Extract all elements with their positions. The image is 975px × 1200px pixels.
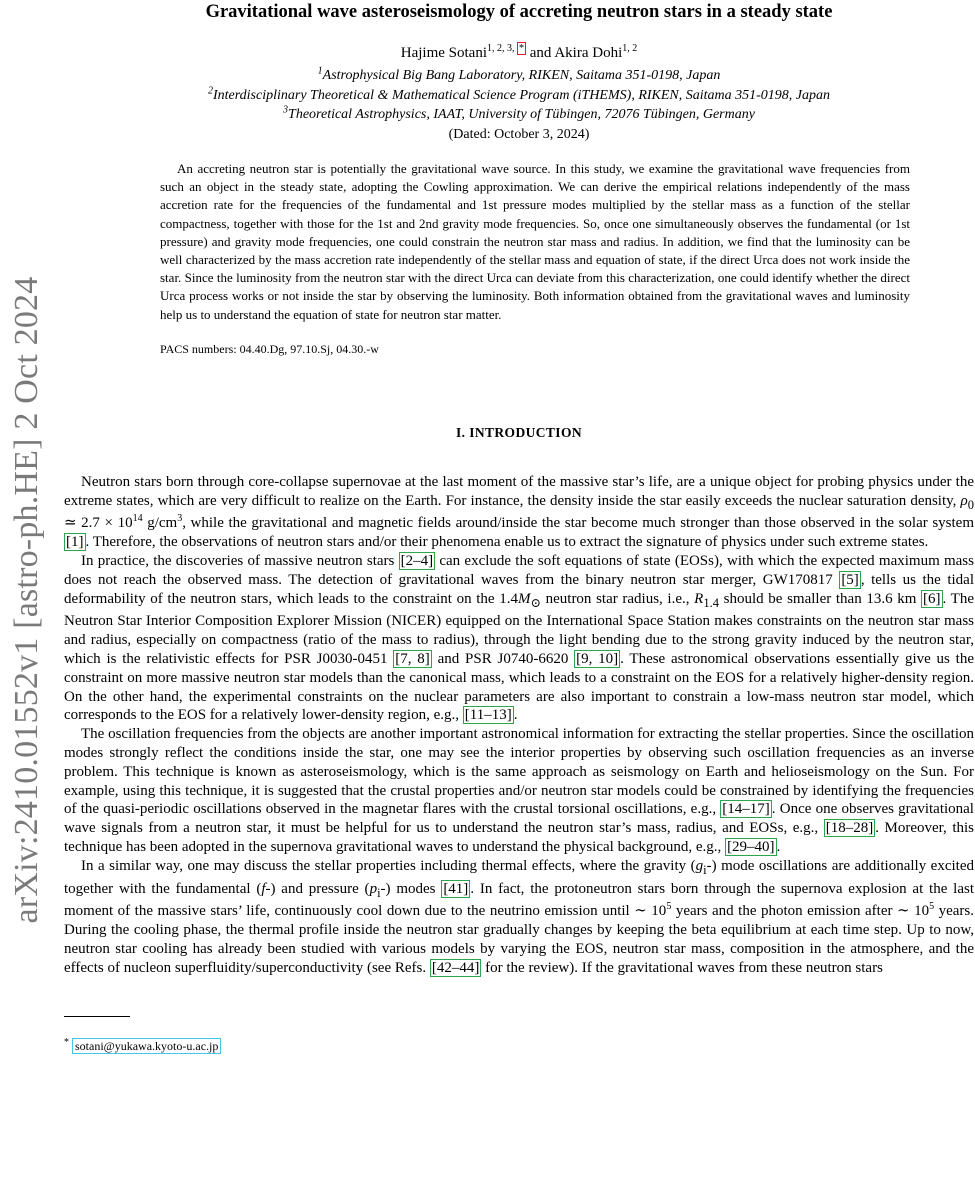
citation-link[interactable]: [11–13] (464, 707, 512, 724)
author-name: Akira Dohi (554, 45, 623, 61)
abstract: An accreting neutron star is potentially the gravitational wave source. In this study, we examine the gravitational wave frequencies from such an object in the steady state, adopting the Cowling approximation. We can derive the empirical relations independently of the mass accretion rate for the frequencies of the fundamental and 1st pressure modes multiplied by the stellar mass as a function of the stellar compactness, together with those for the 1st and 2nd gravity mode frequencies. So, once one simultaneously observes the fundamental (or 1st pressure) and gravity mode frequencies, one could constrain the neutron star mass and radius. In addition, we find that the luminosity can be well characterized by the mass accretion rate independently of the stellar mass and equation of state, if the direct Urca does not work inside the star. Since the luminosity from the neutron star with the direct Urca can deviate from this characterization, one could identify whether the direct Urca process works or not inside the star by observing the luminosity. Both information obtained from the gravitational waves and luminosity help us to understand the equation of state for neutron star matter. (160, 161, 910, 322)
introduction-body (64, 473, 974, 978)
footnote (64, 1036, 974, 1054)
citation-link[interactable]: [7, 8] (395, 651, 430, 667)
footnote-divider (64, 1016, 130, 1017)
citation-link[interactable]: [14–17] (722, 801, 770, 818)
affiliation-list (64, 66, 974, 125)
arxiv-identifier-stamp (2, 0, 52, 1200)
footnote-mark: * (64, 1036, 69, 1048)
citation-link[interactable]: [29–40] (727, 838, 775, 855)
citation-link[interactable]: [1] (66, 534, 84, 551)
author-list (64, 43, 974, 63)
citation-link[interactable]: [41] (443, 880, 469, 897)
citation-link[interactable]: [18–28] (825, 820, 874, 837)
paragraph: Neutron stars born through core-collapse supernovae at the last moment of the massive star’s life, are a unique object for probing physics under the extreme states, which are very difficult to realize on the Earth. For instance, the density inside the star easily exceeds the nuclear saturation density, $\rho_0$ ≃ $2.7 \times 10^{14}$ $g/cm^3$, while the gravitational and magnetic fields around/inside the star become much stronger than those observed in the solar system [1] . Therefore, the observations of neutron stars and/or their phenomena enable us to extract the signature of physics under such extreme states. (64, 473, 975, 551)
citation-link[interactable]: [42–44] (431, 959, 480, 976)
affiliation: $^1$Astrophysical Big Bang Laboratory, RIKEN, Saitama 351-0198, Japan (317, 65, 721, 83)
paragraph: The oscillation frequencies from the objects are another important astronomical information for extracting the stellar properties. Since the oscillation modes strongly reflect the conditions inside the star, one may see the interior properties by observing such oscillation frequencies as an inverse problem. This technique is known as asteroseismology, which is the same approach as seismology on Earth and helioseismology on the Sun. For example, using this technique, it is suggested that the crustal properties and/or neutron star models could be constrained by identifying the frequencies of the quasi-periodic oscillations observed in the magnetar flares with the crustal torsional oscillations, e.g., [14–17] . Once one observes gravitational wave signals from a neutron star, it must be helpful for us to understand the neutron star’s mass, radius, and EOSs, e.g., [18–28] . Moreover, this technique has been adopted in the supernova gravitational waves to understand the physical background, e.g., [29–40] . (64, 726, 975, 855)
affiliation: $^3$Theoretical Astrophysics, IAAT, University of Tübingen, 72076 Tübingen, Germany (283, 104, 755, 122)
date-line: (Dated: October 3, 2024) (448, 126, 590, 142)
affiliation: $^2$Interdisciplinary Theoretical & Mathematical Science Program (iTHEMS), RIKEN, Saitama 351-0198, Japan (207, 84, 831, 103)
author-name: Hajime Sotani (400, 45, 487, 61)
paragraph: In a similar way, one may discuss the stellar properties including thermal effects, where the gravity $(g_i-)$ mode oscillations are additionally excited together with the fundamental (f-) and pressure $(p_i-)$ modes [41] . In fact, the protoneutron stars born through the supernova explosion at the last moment of the massive stars’ life, continuously cool down due to the neutrino emission until ∼ $10^5$ years and the photon emission after ∼ $10^5$ years. During the cooling phase, the thermal profile inside the neutron star gradually changes by keeping the beta equilibrium at each time step. Up to now, neutron star cooling has already been studied with various models by varying the EOS, neutron star mass, composition in the atmosphere, and the effects of nucleon superfluidity/superconductivity (see Refs. [42–44] for the review). If the gravitational waves from these neutron stars (64, 857, 975, 976)
arxiv-identifier-text: arXiv:2410.01552v1 [astro-ph.HE] 2 Oct 2024 (8, 276, 45, 924)
email-link[interactable]: sotani@yukawa.kyoto-u.ac.jp (72, 1038, 221, 1054)
pacs-numbers: PACS numbers: 04.40.Dg, 97.10.Sj, 04.30.-w (160, 341, 379, 356)
citation-link[interactable]: [5] (841, 571, 859, 588)
citation-link[interactable]: [2–4] (400, 553, 434, 570)
section-heading: I. INTRODUCTION (455, 424, 583, 440)
author-affiliation-numbers: 1, 2 (622, 43, 638, 54)
author-affiliation-numbers: 1, 2, 3, (487, 43, 517, 54)
paper-page (64, 0, 974, 1054)
author-footnote-link[interactable]: * (519, 43, 524, 54)
citation-link[interactable]: [9, 10] (576, 651, 619, 667)
author-conjunction: and (526, 45, 555, 61)
paper-title: Gravitational wave asteroseismology of accreting neutron stars in a steady state (205, 2, 833, 22)
citation-link[interactable]: [6] (923, 590, 941, 607)
paragraph: In practice, the discoveries of massive neutron stars [2–4] can exclude the soft equations of state (EOSs), with which the expected maximum mass does not reach the observed mass. The detection of gravitational waves from the binary neutron star merger, GW170817 [5] , tells us the tidal deformability of the neutron stars, which leads to the constraint on the $1.4M_⊙$ neutron star radius, i.e., $R_{1.4}$ should be smaller than 13.6 km [6] . The Neutron Star Interior Composition Explorer Mission (NICER) equipped on the International Space Station makes constraints on the neutron star mass and radius, especially on compactness (ratio of the mass to radius), through the light bending due to the strong gravity induced by the neutron star, which is the relativistic effects for PSR J0030-0451 [7, 8] and PSR J0740-6620 [9, 10] . These astronomical observations essentially give us the constraint on more massive neutron star models than the canonical mass, which leads to a constraint on the EOS for a relatively higher-density region. On the other hand, the experimental constraints on the nuclear parameters are also important to constrain a low-mass neutron star model, which corresponds to the EOS for a relatively lower-density region, e.g., [11–13] . (64, 553, 975, 724)
